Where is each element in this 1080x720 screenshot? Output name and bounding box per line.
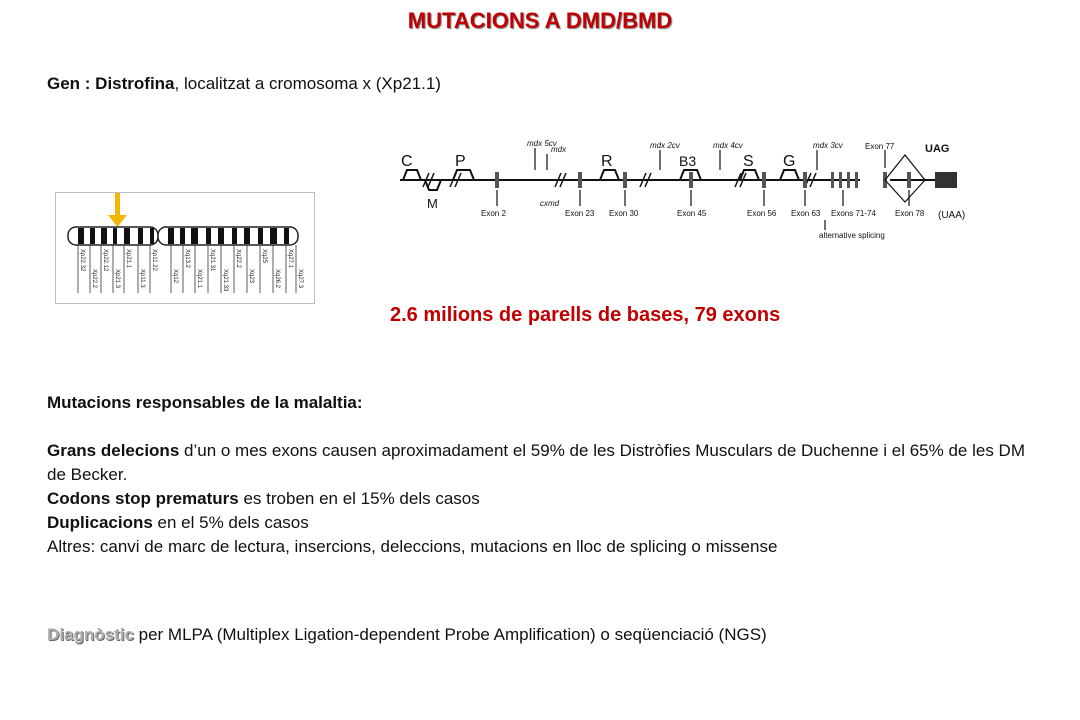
mutant-label: mdx — [551, 145, 567, 154]
band-label: Xp11.3 — [139, 269, 145, 288]
gene-prefix: Gen : — [47, 74, 96, 93]
exon-label: Exon 77 — [865, 142, 895, 151]
stop-block — [935, 172, 957, 188]
band-label: Xp21.1 — [125, 249, 131, 269]
band-label: Xp11.22 — [151, 249, 157, 271]
exon-label: Exon 23 — [565, 209, 595, 218]
band-label: Xp22.2 — [91, 269, 97, 289]
band-label: Xq22.2 — [235, 249, 241, 269]
splicing-label: alternative splicing — [819, 231, 885, 240]
stop-codon-label: UAG — [925, 143, 950, 155]
mutations-heading: Mutacions responsables de la malaltia: — [47, 393, 363, 412]
mutant-label: mdx 3cv — [813, 141, 843, 150]
band-label: Xp21.3 — [114, 269, 120, 289]
slide-title: MUTACIONS A DMD/BMD — [407, 8, 673, 33]
exon-label: Exon 56 — [747, 209, 777, 218]
chromosome-x-ideogram — [55, 192, 315, 304]
gene-location: , localitzat a cromosoma x (Xp21.1) — [174, 74, 441, 93]
band-label: Xp22.32 — [79, 249, 85, 272]
domain-label: P — [455, 153, 466, 170]
domain-label: R — [601, 153, 613, 170]
exon-label: Exon 78 — [895, 209, 925, 218]
band-label: Xq12 — [172, 269, 178, 284]
domain-label: B3 — [679, 153, 697, 169]
band-label: Xq13.2 — [184, 249, 190, 269]
domain-label: M — [427, 196, 438, 211]
gene-line — [47, 74, 441, 94]
band-label: Xq26.2 — [274, 269, 280, 289]
exon-label: Exon 30 — [609, 209, 639, 218]
band-label: Xq25 — [261, 249, 267, 264]
exon-label: Exons 71-74 — [831, 209, 876, 218]
splice-lines — [885, 155, 925, 202]
gene-size-caption: 2.6 milions de parells de bases, 79 exons — [390, 304, 781, 326]
band-label: Xq21.31 — [209, 249, 215, 272]
mutant-arrows — [535, 148, 885, 170]
dystrophin-exon-diagram — [395, 140, 985, 275]
exon-svg — [395, 140, 985, 270]
band-label: Xq23 — [248, 269, 254, 284]
domain-label: G — [783, 153, 796, 170]
band-label: Xp22.12 — [102, 249, 108, 272]
mutation-item: Altres: canvi de marc de lectura, insercions, deleccions, mutacions en lloc de splicing o missense — [47, 537, 778, 556]
mutations-section — [47, 391, 1047, 559]
stop-codon-alt-label: (UAA) — [938, 210, 966, 221]
diagnostic-word: Diagnòstic — [47, 625, 134, 644]
diagnostic-text: per MLPA (Multiplex Ligation-dependent Probe Amplification) o seqüenciació (NGS) — [133, 625, 767, 644]
band-label: Xq27.3 — [297, 269, 303, 289]
mutation-item: Codons stop prematurs es troben en el 15% dels casos — [47, 489, 480, 508]
exon-label: Exon 2 — [481, 209, 506, 218]
exon-label: Exon 63 — [791, 209, 821, 218]
mutant-label: mdx 2cv — [650, 141, 680, 150]
gene-name: Distrofina — [95, 74, 175, 93]
mutant-label: mdx 5cv — [527, 140, 557, 148]
band-label: Xq21.1 — [196, 269, 202, 289]
domain-label: S — [743, 153, 754, 170]
band-label: Xq27.1 — [287, 249, 293, 269]
mutant-label: cxmd — [540, 199, 560, 208]
band-label: Xq21.33 — [222, 269, 228, 292]
domain-label: C — [401, 153, 413, 170]
chromosome-svg — [56, 193, 314, 303]
mutant-label: mdx 4cv — [713, 141, 743, 150]
diagnostic-line — [47, 625, 767, 645]
exon-label: Exon 45 — [677, 209, 707, 218]
locus-arrow-head — [108, 215, 127, 227]
mutation-item: Grans delecions d’un o mes exons causen aproximadament el 59% de les Distròfies Musculars de Duchenne i el 65% de les DM de Becker. — [47, 441, 1025, 484]
mutation-item: Duplicacions en el 5% dels casos — [47, 513, 309, 532]
